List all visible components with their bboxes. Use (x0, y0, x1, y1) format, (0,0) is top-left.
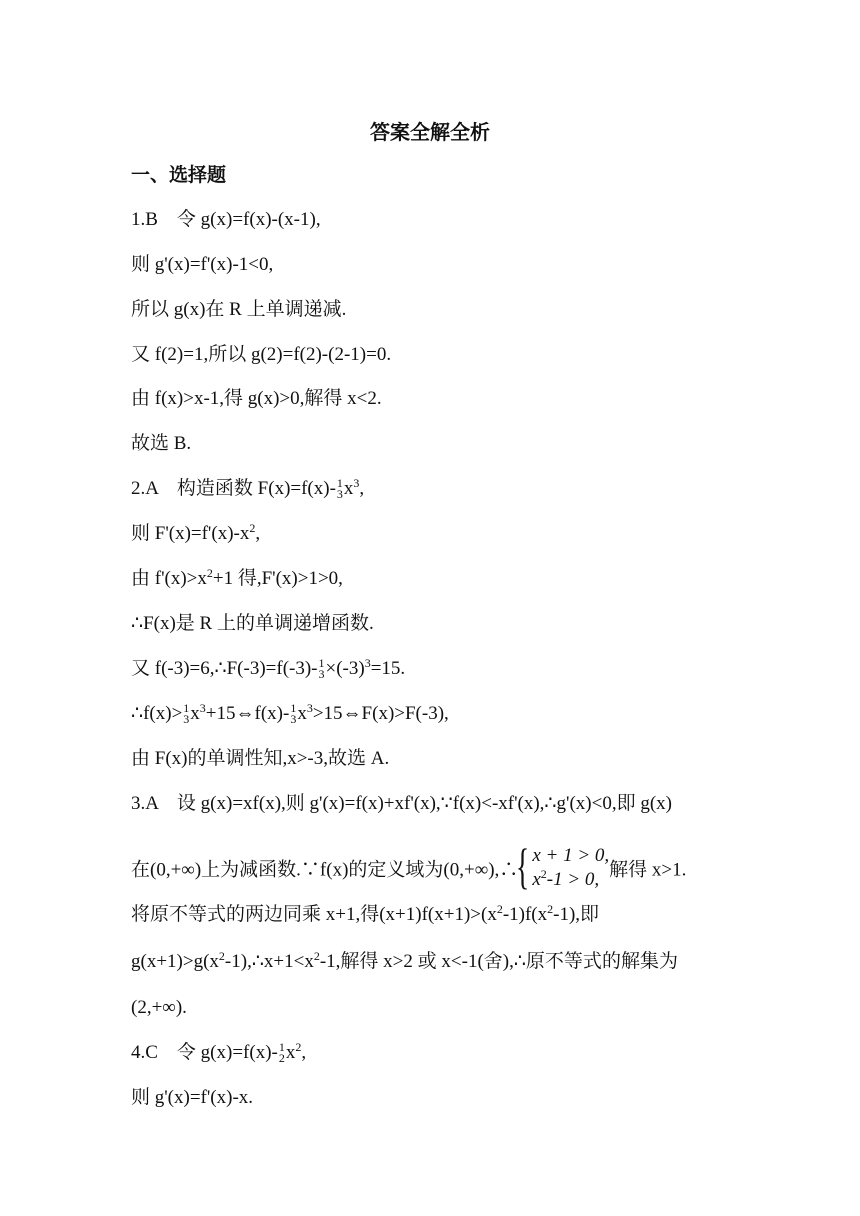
fraction-one-third: 1 3 (318, 655, 325, 681)
fraction-one-third: 1 3 (290, 700, 297, 726)
answer-4-line-1: 4.C 令 g(x)=f(x)- 1 2 $x^2$, (131, 1039, 307, 1065)
inequality-system: { x + 1 > 0, $x^2-1 > 0$, (516, 838, 610, 894)
answer-2-line-1: 2.A 构造函数 F(x)=f(x)- 1 3 $x^3$, (131, 475, 365, 501)
fraction-one-half: 1 2 (278, 1039, 285, 1065)
answer-1-line-1: 1.B 令 g(x)=f(x)-(x-1), (131, 209, 321, 230)
answer-4-line-2: 则 g'(x)=f'(x)-x. (131, 1087, 254, 1108)
fraction-one-third: 1 3 (183, 700, 190, 726)
section-heading: 一、选择题 (131, 164, 227, 186)
answer-1-line-6: 故选 B. (131, 433, 192, 454)
answer-1-line-3: 所以 g(x)在 R 上单调递减. (131, 299, 347, 320)
answer-2-line-6: ∴f(x)> 1 3 $x^3+15\Leftrightarrow f(x)-$ 1 3 $x^3>15\Leftrightarrow F(x)>F(-3)$, (131, 700, 449, 726)
answer-2-line-4: ∴F(x)是 R 上的单调递增函数. (131, 613, 374, 634)
answer-3-line-5: (2,+∞). (131, 997, 187, 1018)
answer-3-line-3: 将原不等式的两边同乘 x+1,得$(x+1)f(x+1)>(x^2-1)f(x^2-1)$,即 (131, 902, 600, 925)
answer-2-line-5: 又 f(-3)=6,∴F(-3)=f(-3)- 1 3 $\times(-3)^3=15$. (131, 655, 406, 681)
answer-1-line-2: 则 g'(x)=f'(x)-1<0, (131, 254, 274, 275)
answer-2-line-7: 由 F(x)的单调性知,x>-3,故选 A. (131, 748, 390, 769)
answer-2-line-3: 由 $f'(x)>x^2+1$ 得,F'(x)>1>0, (131, 566, 343, 589)
answer-3-line-2: 在(0,+∞)上为减函数.∵f(x)的定义域为(0,+∞),∴ { x + 1 > 0, $x^2-1 > 0$, 解得 x>1. (131, 838, 687, 894)
left-brace: { (516, 838, 530, 894)
answer-3-line-1: 3.A 设 g(x)=xf(x),则 g'(x)=f(x)+xf'(x),∵f(x)<-xf'(x),∴g'(x)<0,即 g(x) (131, 793, 672, 814)
answer-2-line-2: 则 $F'(x)=f'(x)-x^2$, (131, 521, 261, 544)
fraction-one-third: 1 3 (336, 475, 343, 501)
answer-1-line-4: 又 f(2)=1,所以 g(2)=f(2)-(2-1)=0. (131, 344, 392, 365)
page-title: 答案全解全析 (370, 120, 490, 144)
answer-3-line-4: $g(x+1)>g(x^2-1),\therefore x+1<x^2-1$,解得 x>2 或 x<-1(舍),∴原不等式的解集为 (131, 949, 678, 972)
answer-1-line-5: 由 f(x)>x-1,得 g(x)>0,解得 x<2. (131, 388, 382, 409)
